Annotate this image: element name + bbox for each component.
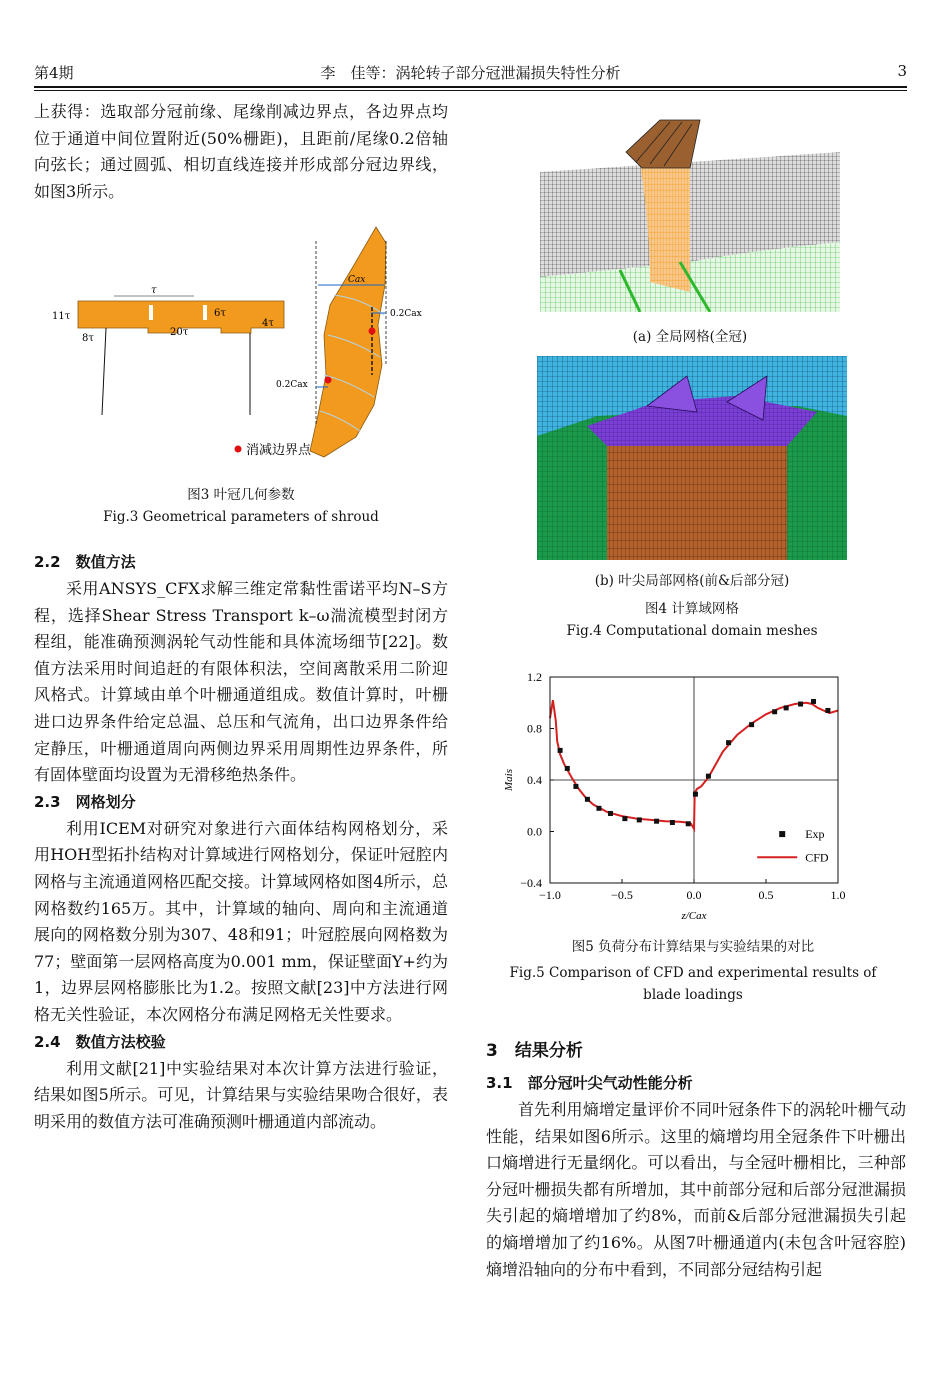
legend-label: 消减边界点	[246, 443, 312, 458]
section-2-2-paragraph: 采用ANSYS_CFX求解三维定常黏性雷诺平均N–S方程，选择Shear Stress Transport k–ω湍流模型封闭方程组，能准确预测涡轮气动性能和具体流场细节[22]。数值方法采用时间追赶的有限体积法，空间离散采用二阶迎风格式。计算域由单个叶栅通道组成。数值计算时，叶栅进口边界条件给定总温、总压和气流角，出口边界条件给定静压，叶栅通道周向两侧边界采用周期性边界条件，所有固体壁面均设置为无滑移绝热条件。	[34, 579, 448, 785]
x-tick-label: 1.0	[830, 888, 846, 902]
section-2-4-heading: 2.4 数值方法校验	[34, 1032, 166, 1051]
figure-4a-graphic	[540, 112, 840, 312]
figure-3	[34, 225, 448, 465]
x-tick-label: 0.0	[686, 888, 702, 902]
section-2-2-heading: 2.2 数值方法	[34, 553, 136, 571]
blade-line-left	[102, 328, 106, 415]
label-8tau: 8τ	[82, 333, 94, 344]
loading-chart	[490, 665, 860, 930]
exp-data-point	[608, 811, 613, 816]
exp-data-point	[784, 705, 789, 710]
exp-data-point	[596, 806, 601, 811]
section-2-4-paragraph: 利用文献[21]中实验结果对本次计算方法进行验证，结果如图5所示。可见，计算结果与实验结果吻合很好，表明采用的数值方法可准确预测叶栅通道内部流动。	[34, 1058, 448, 1131]
fig4b-caption: (b) 叶尖局部网格(前&后部分冠)	[594, 573, 790, 589]
fig3-caption-cn: 图3 叶冠几何参数	[187, 487, 295, 503]
label-tau: τ	[151, 285, 157, 296]
section-2-3-heading: 2.3 网格划分	[34, 792, 136, 811]
label-11tau: 11τ	[52, 311, 71, 322]
intro-paragraph: 上获得：选取部分冠前缘、尾缘削减边界点，各边界点均位于通道中间位置附近(50%栅距)，且距前/尾缘0.2倍轴向弦长；通过圆弧、相切直线连接并形成部分冠边界线，如图3所示。	[34, 102, 448, 201]
issue-number: 第4期	[34, 64, 74, 82]
legend-dot	[235, 446, 242, 453]
header-rule	[34, 86, 907, 88]
label-02cax-right: 0.2Cax	[390, 309, 422, 319]
fig4-captions	[537, 570, 847, 642]
x-tick-label: −1.0	[539, 888, 561, 902]
left-intro	[34, 99, 448, 205]
exp-data-point	[706, 774, 711, 779]
section-3-heading: 3 结果分析	[486, 1041, 583, 1061]
exp-data-point	[637, 817, 642, 822]
exp-data-point	[686, 821, 691, 826]
figure-5	[490, 665, 860, 930]
exp-data-point	[811, 699, 816, 704]
y-tick-label: 0.0	[527, 824, 542, 839]
fig5-caption-en: Fig.5 Comparison of CFD and experimental results of blade loadings	[509, 965, 877, 1003]
running-header	[34, 62, 907, 84]
exp-data-point	[654, 819, 659, 824]
y-tick-label: 1.2	[527, 670, 542, 684]
exp-data-point	[772, 709, 777, 714]
running-title: 李 佳等：涡轮转子部分冠泄漏损失特性分析	[320, 64, 621, 82]
exp-data-point	[749, 722, 754, 727]
header-rule-thin	[34, 90, 907, 91]
exp-data-point	[825, 708, 830, 713]
y-tick-label: −0.4	[520, 876, 542, 890]
exp-data-point	[693, 792, 698, 797]
exp-data-point	[565, 766, 570, 771]
figure-4b	[537, 356, 847, 560]
figure-4b-graphic	[537, 356, 847, 560]
x-tick-label: 0.5	[758, 888, 774, 902]
left-body	[34, 549, 448, 1135]
exp-data-point	[585, 797, 590, 802]
fig3-caption	[34, 484, 448, 528]
x-axis-label: z/Cax	[681, 910, 707, 922]
section-3-1-paragraph: 首先利用熵增定量评价不同叶冠条件下的涡轮叶栅气动性能，结果如图6所示。这里的熵增均用全冠条件下叶栅出口熵增进行无量纲化。可以看出，与全冠叶栅相比，三种部分冠叶栅损失都有所增加，其中前部分冠和后部分冠泄漏损失引起的熵增增加了约8%，而前&后部分冠泄漏损失引起的熵增增加了约16%。从图7叶栅通道内(未包含叶冠容腔)熵增沿轴向的分布中看到，不同部分冠结构引起	[486, 1100, 906, 1279]
figure-4a	[540, 112, 840, 312]
label-20tau: 20τ	[170, 327, 189, 338]
figure-3-graphic	[34, 225, 448, 465]
cut-point-1	[369, 328, 376, 335]
exp-data-point	[726, 740, 731, 745]
legend-exp-marker	[779, 831, 785, 837]
fig5-caption-cn: 图5 负荷分布计算结果与实验结果的对比	[571, 939, 815, 955]
x-tick-label: −0.5	[611, 888, 633, 902]
page-number: 3	[897, 62, 907, 80]
section-3-1-heading: 3.1 部分冠叶尖气动性能分析	[486, 1074, 693, 1092]
cut-point-2	[325, 377, 332, 384]
right-body	[486, 1036, 906, 1283]
fig4-caption-en: Fig.4 Computational domain meshes	[566, 623, 818, 639]
section-2-3-paragraph: 利用ICEM对研究对象进行六面体结构网格划分，采用HOH型拓扑结构对计算域进行网格划分，保证叶冠腔内网格与主流通道网格匹配交接。计算域网格如图4所示，总网格数约165万。其中，计算域的轴向、周向和主流通道展向的网格数分别为307、48和91；叶冠腔展向网格数为77；壁面第一层网格高度为0.001 mm，保证壁面Y+约为1，边界层网格膨胀比为1.2。按照文献[23]中方法进行网格无关性验证，本次网格分布满足网格无关性要求。	[34, 818, 448, 1024]
y-tick-label: 0.4	[527, 773, 542, 787]
legend-cfd-label: CFD	[805, 850, 829, 865]
y-axis-label: Mais	[503, 769, 515, 791]
partial-shroud-plan	[310, 227, 386, 457]
exp-data-point	[670, 820, 675, 825]
fig4-caption-cn: 图4 计算域网格	[645, 601, 739, 617]
fig4a-caption: (a) 全局网格(全冠)	[632, 329, 748, 345]
y-tick-label: 0.8	[527, 721, 542, 736]
label-4tau: 4τ	[262, 318, 274, 329]
exp-data-point	[573, 784, 578, 789]
legend-exp-label: Exp	[805, 827, 825, 842]
fig5-caption	[490, 936, 896, 1006]
label-cax: Cax	[348, 275, 366, 285]
label-6tau: 6τ	[214, 308, 226, 319]
fig3-caption-en: Fig.3 Geometrical parameters of shroud	[103, 509, 379, 525]
exp-data-point	[798, 702, 803, 707]
exp-data-point	[558, 748, 563, 753]
label-02cax-left: 0.2Cax	[276, 380, 308, 390]
exp-data-point	[622, 816, 627, 821]
